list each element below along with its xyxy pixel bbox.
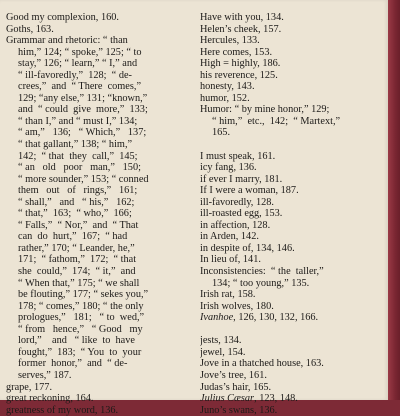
index-entry-line: Goths, 163. — [6, 23, 54, 35]
index-entry-line: his reverence, 125. — [200, 69, 278, 81]
index-entry-line: 171; “ fathom,” 172; “ that — [18, 254, 137, 266]
index-entry-line: in Arden, 142. — [200, 231, 259, 243]
index-entry-line: lord,” and “ like to have — [18, 335, 135, 347]
index-entry-line: Juno’s swans, 136. — [200, 404, 278, 416]
index-entry-line: High = highly, 186. — [200, 58, 281, 70]
index-entry-line: Judas’s hair, 165. — [200, 381, 272, 393]
index-entry-line: “ an old poor man,” 150; — [18, 162, 141, 174]
index-entry-line: “ more sounder,” 153; “ conned — [18, 173, 149, 185]
index-entry-line: Julius Cæsar, 123, 148. — [200, 393, 298, 405]
index-entry-line: fought,” 183; “ You to your — [18, 346, 142, 358]
index-entry-line: him,” 124; “ spoke,” 125; “ to — [18, 46, 142, 58]
index-entry-line: “ him,” etc., 142; “ Martext,” — [212, 115, 341, 127]
index-entry-line: crees,” and “ There comes,” — [18, 81, 142, 93]
index-entry-line: Jove’s tree, 161. — [200, 369, 267, 381]
index-section-gap — [200, 139, 380, 151]
index-entry-line: in despite of, 134, 146. — [200, 242, 295, 254]
index-entry-line: 129; “any else,” 131; “known,” — [18, 92, 148, 104]
index-entry-line: “ When that,” 175; “ we shall — [18, 277, 140, 289]
index-entry-line: greatness of my word, 136. — [6, 404, 119, 416]
index-entry-line: serves,” 187. — [18, 369, 72, 381]
index-entry-title: Ivanhoe — [200, 312, 234, 324]
index-entry-line: Irish wolves, 180. — [200, 300, 274, 312]
index-entry-line: ill-favoredly, 128. — [200, 196, 274, 208]
index-entry-line: prologues,” 181; “ to wed,” — [18, 312, 145, 324]
index-entry-line: if ever I marry, 181. — [200, 173, 283, 185]
index-entry-line: grape, 177. — [6, 381, 53, 393]
index-entry-line: Have with you, 134. — [200, 12, 284, 23]
index-entry-line: 165. — [212, 127, 231, 139]
index-entry-line: and “ could give more,” 133; — [18, 104, 148, 116]
index-entry-line: ill-roasted egg, 153. — [200, 208, 283, 220]
index-entry-line: Grammar and rhetoric: “ than — [6, 35, 128, 47]
index-entry-line: humor, 152. — [200, 92, 250, 104]
index-entry-line: In lieu of, 141. — [200, 254, 261, 266]
index-entry-line: Irish rat, 158. — [200, 289, 256, 301]
index-entry-line: great reckoning, 164. — [6, 393, 94, 405]
index-entry-line: jests, 134. — [200, 335, 242, 347]
index-entry-line: Good my complexion, 160. — [6, 12, 119, 23]
index-entry-line: Inconsistencies: “ the taller,” — [200, 266, 324, 278]
index-entry-line: she could,” 174; “ it,” and — [18, 266, 136, 278]
index-entry-line: jewel, 154. — [200, 346, 246, 358]
index-entry-line: in affection, 128. — [200, 219, 271, 231]
index-entry-line: “ than I,” and “ must I,” 134; — [18, 115, 138, 127]
index-entry-line: “ Falls,” “ Nor,” and “ That — [18, 219, 139, 231]
index-column-right — [200, 12, 380, 416]
index-entry-line: Helen’s cheek, 157. — [200, 23, 282, 35]
index-entry-line: “ am,” 136; “ Which,” 137; — [18, 127, 147, 139]
index-entry-line: 134; “ too young,” 135. — [212, 277, 310, 289]
index-entry-line: “ from hence,” “ Good my — [18, 323, 143, 335]
book-cover-edge — [388, 0, 400, 400]
index-entry-line: icy fang, 136. — [200, 162, 257, 174]
index-entry-line: “ shall,” and “ his,” 162; — [18, 196, 135, 208]
index-entry-line: “ ill-favoredly,” 128; “ de- — [18, 69, 132, 81]
index-entry-line: stay,” 126; “ learn,” “ I,” and — [18, 58, 138, 70]
index-section-gap — [200, 324, 380, 336]
index-entry-line: 142; “ that they call,” 145; — [18, 150, 138, 162]
index-entry-line: “ that gallant,” 138; “ him,” — [18, 139, 133, 151]
index-entry-line: I must speak, 161. — [200, 150, 276, 162]
index-entry-line: be flouting,” 177; “ sekes you,” — [18, 289, 149, 301]
index-entry-line: former honor,” and “ de- — [18, 358, 128, 370]
index-entry-line: Ivanhoe, 126, 130, 132, 166. — [200, 312, 319, 324]
index-entry-line: can do hurt,” 167; “ had — [18, 231, 128, 243]
index-column-left — [6, 12, 188, 416]
index-entry-line: Here comes, 153. — [200, 46, 273, 58]
index-entry-title: Julius Cæsar — [200, 393, 255, 405]
index-entry-line: If I were a woman, 187. — [200, 185, 299, 197]
index-entry-line: 178; “ comes,” 180; “ the only — [18, 300, 144, 312]
index-entry-line: “ that,” 163; “ who,” 166; — [18, 208, 132, 220]
index-entry-line: Jove in a thatched house, 163. — [200, 358, 324, 370]
index-entry-line: honesty, 143. — [200, 81, 255, 93]
index-entry-line: Hercules, 133. — [200, 35, 260, 47]
index-entry-line: Humor: “ by mine honor,” 129; — [200, 104, 330, 116]
index-entry-line: rather,” 170; “ Leander, he,” — [18, 242, 135, 254]
index-entry-line: them out of rings,” 161; — [18, 185, 138, 197]
